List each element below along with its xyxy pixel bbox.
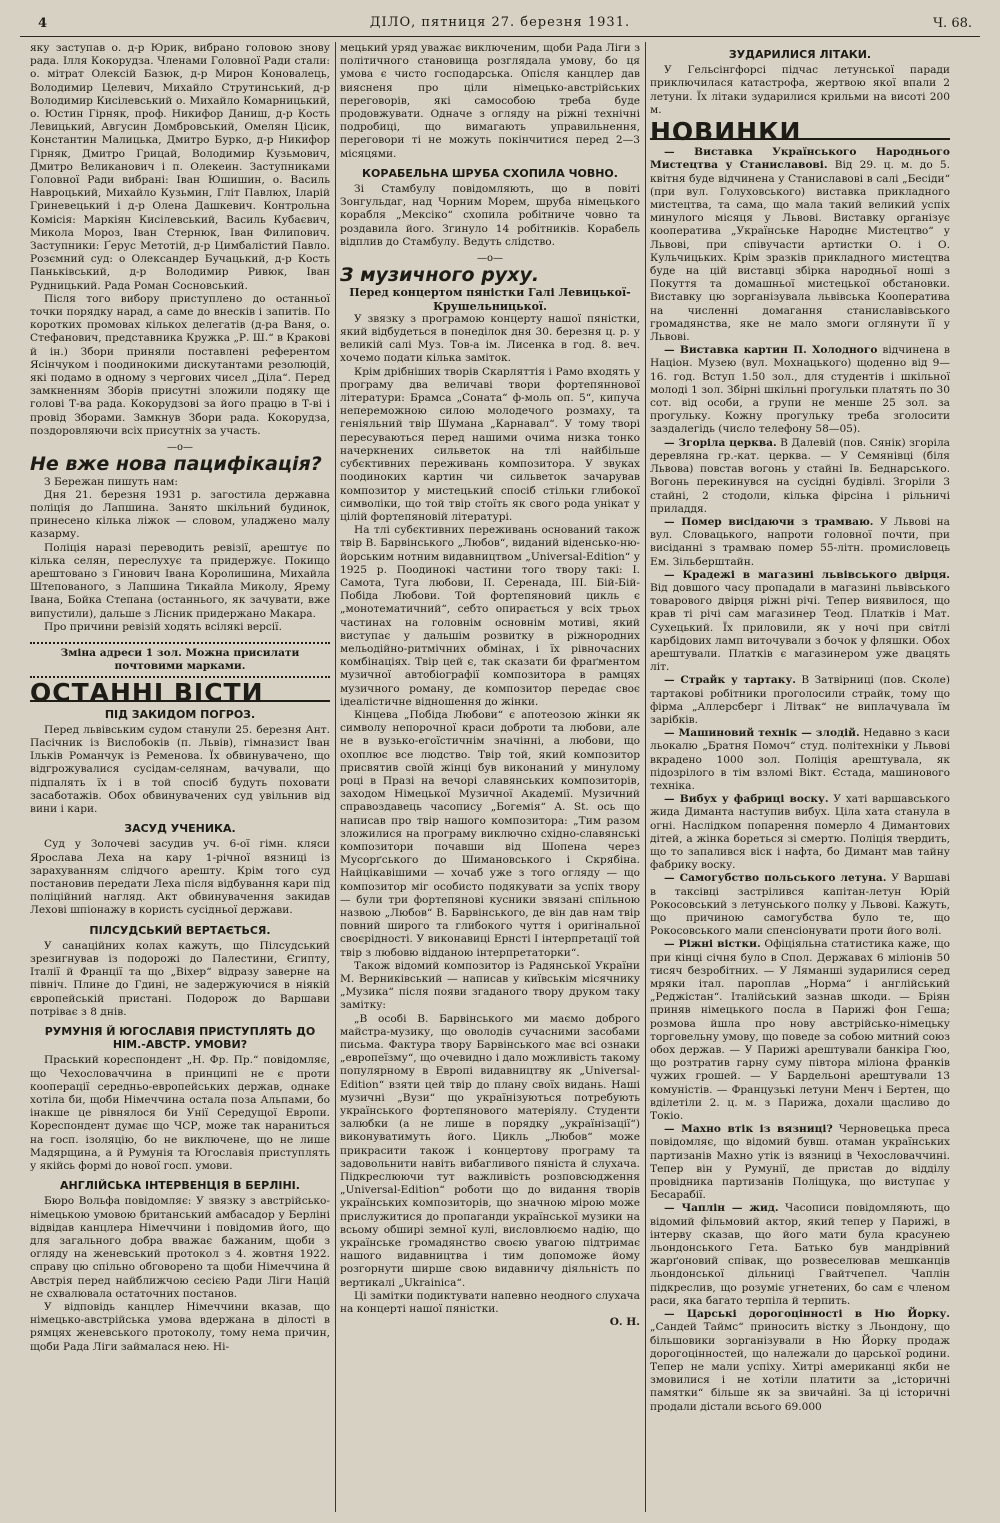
news-item [650, 1308, 950, 1414]
article-text: Поліція наразі переводить ревізії, арештує по кілька селян, переслухує та придержує. Покищо арештовано з Гинович Івана Королишина, Михайла Штепованого, з Лапшина Тикайла Миколу, Ярему Івана, Бойка Степана (останнього, як зачувати, вже випустили), дальше з Лісник придержано Макара. [30, 541, 330, 620]
article-subheadline: Перед концертом пяністки Галі Левицької-Крушельницької. [349, 286, 631, 313]
news-item-title: — Виставка Українського Народнього Мистецтва у Станиславові. [650, 146, 950, 172]
article-text: З Бережан пишуть нам: [44, 475, 178, 488]
article-text: На тлі субєктивних переживань оснований також твір В. Барвінського „Любов“, виданий віденсько-ню-йорським нотним видавництвом „Universal-Edition“ у 1925 р. Поодинокі частини того твору такі: І. Самота, Туга любови, ІІ. Серенада, ІІІ. Бій-Бій-Побіда Любови. Той фортепяновий цикль є „монотематичний“, себто опирається у всіх трьох частинах на головнім основнім мотиві, який виступає у дальшім розвитку в ріжнородних мельодійно-ритмічних обмінах, і їх рівночасних комбінаціях. Твір цей є, так сказати би фраґментом музичної автобіографії композитора в рамцях музичного роману, де композитор передає своє ідеалістичне відношення до жінки. [340, 524, 640, 708]
article-headline: РУМУНІЯ Й ЮГОСЛАВІЯ ПРИСТУПЛЯТЬ ДО НІМ.-АВСТР. УМОВИ? [44, 1025, 316, 1052]
news-item [650, 674, 950, 727]
news-item-text: відчинена в Націон. Музею (вул. Мохнацького) щоденно від 9—16. год. Вступ 1.50 зол., для студентів і шкільної молоді 1 зол. Збірні шкільні прогульки платять по 30 сот. від особи, а групи не менше 25 зол. за прогульку. Кожну прогульку треба зголосити заздалегідь (число телефону 58—05). [650, 344, 950, 436]
news-item-text: В Затвірниці (пов. Сколе) тартакові робітники проголосили страйк, тому що фірма „Аллерсберг і Літвак“ не виплачувала їм зарібків. [650, 674, 950, 726]
article-text: Крім дрібніших творів Скарляттія і Рамо входять у програму два величаві твори фортепяннової літератури: Брамса „Соната“ ф-моль оп. 5“, кипуча непереможною силою молодечого розмаху, та геніяльний твір Шумана „Карнавал“. У тому творі пересуваються перед нашими очима низка тонко начеркнених сильветок на тлі найбільше субєктивних переживань композитора. У звуках поодиноких картин чи сильветок зачарував композитор у мистецький спосіб стільки глибокої символіки, що той твір стоїть як свого рода унікат у цілій фортепяновій літературі. [340, 365, 640, 523]
article-text: Кінцева „Побіда Любови“ є апотеозою жінки як символу непорочної краси доброти та любови, але не в вузько-егоїстичнім значінні, а любови, що охоплює все людство. Твір той, який композитор присвятив своїй жінці був виконаний у минулому році в Празі на вечорі славянських композиторів, заходом Німецької Музичної Академії. Музичний справоздавець часопису „Богемія“ A. St. ось що написав про твір нашого композитора: „Тим разом зложилися на програму виключно східно-славянські композитори почавши від Шопена через Мусорґського до Шимановського і Скрябіна. Найцікавішими — хочаб уже з того огляду — що композитор міг особисто подякувати за успіх твору — були три фортепянові кусники звязані спільною назвою „Любов“ В. Барвінського, де він дав нам твір повний широго та глибокого чуття і оригінальної своєрідності. У виконавиці Ернсті І інтерпретації той твір з любовю відданою інтерпретаторки“. [340, 708, 640, 959]
article-headline: З музичного руху. [340, 264, 540, 287]
article-text: Бюро Вольфа повідомляє: У звязку з австрійсько-німецькою умовою британський амбасадор у Берліні відвідав канцлера Німеччини і повідомив його, що для загального добра вважає бажаним, щоби з огляду на женевський протокол з 4. жовтня 1922. справу цю спільно обговорено та щоби Німеччина й Австрія перед найближчою сесією Ради Ліги Націй не схвалювала остаточних постанов. [30, 1195, 330, 1300]
news-item-title: — Страйк у тартаку. [664, 674, 796, 687]
author-signature: О. Н. [609, 1316, 640, 1329]
page-header [20, 14, 980, 37]
news-item-text: Недавно з каси льокалю „Братня Помоч“ студ. політехніки у Львові вкрадено 1000 зол. Поліція арештувала, як підозрілого в тім взломі Вікт. Єстада, машинового техніка. [650, 727, 950, 792]
article-text: Зі Стамбулу повідомляють, що в повіті Зонгульдаг, над Чорним Морем, шруба німецького корабля „Мексіко“ схопила робітниче човно та роздавила його. Згинуло 14 робітників. Корабель відплив до Стамбулу. Ведуть слідство. [340, 183, 640, 248]
address-change-notice: Зміна адреси 1 зол. Можна присилати почтовими марками. [30, 642, 330, 678]
article-headline: ЗУДАРИЛИСЯ ЛІТАКИ. [728, 48, 872, 61]
news-item-title: — Машиновий технік — злодій. [664, 727, 860, 740]
news-item [650, 344, 950, 436]
news-item [650, 146, 950, 344]
article-headline: КОРАБЕЛЬНА ШРУБА СХОПИЛА ЧОВНО. [362, 166, 618, 180]
news-item-title: — Ріжні вістки. [664, 938, 761, 951]
article-headline: ПІД ЗАКИДОМ ПОГРОЗ. [104, 707, 256, 721]
news-item-title: — Згоріла церква. [664, 436, 777, 449]
news-item [650, 437, 950, 516]
news-item-text: У Варшаві в таксівці застрілився капітан-летун Юрій Рокосовський з летунського полку у Львові. Кажуть, що причиною самогубства було те, що Рокосовського мали спенсіонувати проти його волі. [650, 872, 950, 938]
article-headline: АНГЛІЙСЬКА ІНТЕРВЕНЦІЯ В БЕРЛІНІ. [60, 1179, 300, 1193]
news-item [650, 793, 950, 872]
article-text: Про причини ревізій ходять всілякі версії. [44, 620, 282, 633]
column-1 [30, 42, 330, 1512]
news-item-text: Від довшого часу пропадали в магазині львівського товарового двірця ріжні річі. Тепер виявилося, що крав ті річі сам магазинер Теод. Платків і Мат. Сухецький. Їх приловили, як у ночі при світлі карбідових ламп виточували з бочок у фляшки. Обох арештували. Платків є магазинером уже двацять літ. [650, 581, 950, 674]
news-item [650, 938, 950, 1123]
news-item-text: Офіціяльна статистика каже, що при кінці січня було в Спол. Державах 6 міліонів 50 тисяч безробітних. — У Ляманші зударилися серед мряки італ. пароплав „Норма“ і англійський „Реджістан“. Італійський зазнав шкоди. — Бріян приняв німецького посла в Парижі фон Геша; розмова йшла про нову австрійсько-німецьку торговельну умову, що поведе за собою митний союз обох держав. — У Парижі арештували банкіра Гюо, що розтратив гарну суму півтора міліона франків чужих грошей. — У Бардельоні арештували 13 комуністів. — Французькі летуни Менч і Бертен, що вділетіли 2. ц. м. з Парижа, дохали щасливо до Токіо. [650, 938, 950, 1123]
section-banner: НОВИНКИ [650, 125, 950, 140]
news-item-title: — Вибух у фабриці воску. [664, 793, 829, 806]
news-item-title: — Махно втік із вязниці? [664, 1123, 833, 1136]
news-item-text: Часописи повідомляють, що відомий фільмовий актор, який тепер у Парижі, в інтерву сказав, що його мати була красунею льондонського Гета. Батько був мандрівний жарґоновий співак, що розвеселював мешканців льондонської дільниці Гвайтчепел. Чаплін підкреслив, що розуміє угнетених, бо сам є членом раси, яка багато терпіла й терпить. [650, 1202, 950, 1307]
article-text: Праський кореспондент „Н. Фр. Пр.“ повідомляє, що Чехословаччина в принципі не є проти кооперації середньо-европейських держав, однаке хотіла би, щоби Німеччина остала поза Альпами, бо інакше це рівнялося би Унії Середущої Европи. Кореспондент думає що ЧСР, може так нараниться на госп. ізоляцію, бо не виключене, що не лише Мадярщина, а й Румунія та Югославія приступлять у якійсь формі до нової госп. умови. [30, 1054, 330, 1173]
news-item [650, 569, 950, 675]
news-item-title: — Помер висідаючи з трамваю. [664, 515, 874, 528]
article-headline: Не вже нова пацифікація? [30, 453, 322, 476]
article-text: Після того вибору приступлено до останньої точки порядку нарад, а саме до внесків і запитів. По коротких промовах кількох делегатів (д-ра Ваня, о. Стефанович, представника Кружка „Р. Ш.“ в Кракові й ін.) Збори приняли поставлені референтом Ясінчуком і поодинокими дискутантами резолюцій, які подамо в одному з чергових чисел „Діла“. Перед замкненням Зборів присутні зложили подяку ще голові Т-ва рада. Кокорудзові за його працю в Т-ві і провід Зборами. Замкнув Збори рада. Кокорудза, поздоровляючи всіх присутніх за участь. [30, 292, 330, 437]
article-text: Також відомий композитор із Радянської України М. Верниківський — написав у київськім місячнику „Музика“ після появи згаданого твору друком таку замітку: [340, 959, 640, 1012]
section-banner: ОСТАННІ ВІСТИ [30, 686, 330, 701]
newspaper-title: ДІЛО, пятниця 27. березня 1931. [369, 15, 631, 30]
news-item [650, 1123, 950, 1202]
article-text: У санаційних колах кажуть, що Пілсудський зрезигнував із подорожі до Палестини, Єгипту, Італії й Франції та що „Віхер“ відразу заверне на північ. Плине до Гдині, не задержуючися в ніякій європейській пристані. Подорож до Варшави потріває з 8 днів. [30, 939, 330, 1018]
news-item-title: — Крадежі в магазині львівського двірця. [664, 568, 950, 581]
page-number: 4 [38, 16, 48, 31]
news-item-text: В Далевій (пов. Сянік) згоріла деревляна гр.-кат. церква. — У Семянівці (біля Львова) повстав вогонь у стайні Ів. Беднарського. Вогонь перекинувся на сусідні будівлі. Згоріли 3 стайні, 2 стодоли, кілька фірсіна і рільничі приладдя. [650, 436, 950, 515]
article-text: „В особі В. Барвінського ми маємо доброго майстра-музику, що оволодів сучасними засобами письма. Фактура твору Барвінського має всі ознаки „европеїзму“, що очевидно і дало можливість такому популярному в Европі видавництву як „Universal-Edition“ взяти цей твір до плану своїх видань. Наші музичні „Вузи“ що українізуються потребують українського фортепянового матеріялу. Студенти залюбки (а не лише в порядку „українізації“) виконуватимуть його. Цикль „Любов“ може прикрасити також і концертову програму та задовольнити навіть вибагливого пяніста й слухача. Підкреслюючи тут важливість розповсюдження „Universal-Edition“ роботи що до видання творів українських композиторів, що значною мірою може прислужитися до пропаганди української музики на всьому обширі земної кулі, висловлюємо надію, що українське громадянство своєю увагою підтримає нашого видавництва і тим допоможе йому розгорнути ширше свою видавничу діяльність по вертикалі „Ukrainica“. [340, 1012, 640, 1289]
news-item-title: — Царські дорогоцінності в Ню Йорку. [664, 1308, 950, 1321]
news-item [650, 727, 950, 793]
article-text: Ці замітки подиктувати напевно неодного слухача на концерті нашої пяністки. [340, 1289, 640, 1316]
news-item [650, 1202, 950, 1308]
news-item [650, 872, 950, 938]
article-text: У відповідь канцлер Німеччини вказав, що німецько-австрійська умова вдержана в ділості в рямцях женевського протоколу, тому нема причин, щоби Рада Ліги займалася нею. Ні- [30, 1301, 330, 1353]
article-text: Дня 21. березня 1931 р. загостила державна поліція до Лапшина. Занято шкільний будинок, принесено кілька ліжок — словом, уладжено малу казарму. [30, 488, 330, 541]
column-3 [650, 42, 950, 1512]
news-item-text: Черновецька преса повідомляє, що відомий бувш. отаман українських партизанів Махно утік із вязниці в Чехословаччині. Тепер він у Румунії, де пристав до відділу провідника партизанів Поліщука, що виступає у Бесарабії. [650, 1123, 950, 1202]
news-item-title: — Чаплін — жид. [664, 1202, 779, 1215]
news-item-title: — Виставка картин П. Холодного [664, 344, 878, 357]
article-text: яку заступав о. д-р Юрик, вибрано головою знову рада. Ілля Кокорудза. Членами Головної Ради стали: о. мітрат Олексій Базюк, д-р Мирон Коновалець, Володимир Целевич, Михайло Струтинський, д-р Володимир Кисілевський о. Михайло Комарницький, о. Юстин Гірняк, проф. Никифор Даниш, д-р Кость Левицький, Авгусин Домбровський, Омелян Цісик, Константин Малицька, Дмитро Бурко, д-р Никифор Гірняк, Дмитро Грицай, Володимир Кузьмович, Дмитро Великанович і п. Олекеин. Заступниками Головної Ради вибрані: Іван Юшишин, о. Василь Навроцький, Михайло Кузьмин, Гліт Павлюх, Іларій Гриневецький і д-р Олена Дашкевич. Контрольна Комісія: Маркіян Кисілевський, Василь Кубаєвич, Микола Мороз, Іван Стернюк, Іван Филипович. Заступники: Ґерус Метотій, д-р Цимбалістий Павло. Розємний суд: о Олександер Бучацький, д-р Кость Паньківський, д-р Володимир Ривюк, Іван Рудницький. Рада Роман Сосновський. [30, 42, 330, 292]
column-rule [335, 42, 336, 1512]
article-text: Суд у Золочеві засудив уч. 6-ої гімн. кляси Ярослава Леха на кару 1-річної вязниці із зарахуванням слідчого арешту. Крім того суд постановив передати Леха після відбування кари під поліційний нагляд. Акт обвинувачення закидав Лехові шпіонажу в користь сусідньої держави. [30, 838, 330, 917]
news-item-text: Від 29. ц. м. до 5. квітня буде відчинена у Станиславові в салі „Бесіди“ (при вул. Голуховського) виставка прикладного мистецтва, та сама, що мала такий великий успіх минулого місяця у Львові. Виставку організує кооператива „Українське Народнє Мистецтво“ у Львові, при співучасти артистки О. і О. Кульчицьких. Крім зразків прикладного мистецтва буде на цій виставці збірка народньої ноші з Покуття та домашньої мистецької обстановки. Виставку цю зорганізувала львівська Кооператива на численні домагання станиславівського громадянства, яке не мало змоги оглянути її у Львові. [650, 159, 950, 344]
article-headline: ПІЛСУДСЬКИЙ ВЕРТАЄТЬСЯ. [89, 923, 271, 937]
news-item-title: — Самогубство польського летуна. [664, 872, 887, 885]
news-item [650, 516, 950, 569]
column-2 [340, 42, 640, 1512]
article-headline: ЗАСУД УЧЕНИКА. [124, 822, 236, 836]
article-text: Перед львівським судом станули 25. березня Ант. Пасічник із Вислобоків (п. Львів), гімназист Іван Ільків Романчук із Ременова. Їх обвинувачено, що відгрожувалися сусідам-селянам, вачували, що підпалять їх і в той спосіб будуть поховати засаботажів. Обох обвинувачених суд увільнив від вини і кари. [30, 723, 330, 815]
ornament-divider: —о— [166, 442, 194, 454]
article-text: У Гельсінгфорсі підчас летунської паради приключилася катастрофа, жертвою якої впали 2 летуни. Їх літаки зударилися крильми на висоті 200 м. [650, 64, 950, 116]
article-text: мецький уряд уважає виключеним, щоби Рада Ліги з політичного становища розглядала умову, бо ця умова є чисто господарська. Опісля канцлер дав виясненя про ціли німецько-австрійських переговорів, які самособою треба буде продовжувати. Одначе з огляду на ріжні технічні подробиці, що вимагають управильнення, переговори ті не можуть покінчитися перед 2—3 місяцями. [340, 42, 640, 160]
news-item-text: У Львові на вул. Словацького, напроти головної почти, при висіданні з трамваю помер 55-літн. промисловець Ем. Зільберштайн. [650, 515, 950, 568]
article-text: У звязку з програмою концерту нашої пяністки, який відбудеться в понеділок дня 30. березня ц. р. у великій салі Муз. Тов-а ім. Лисенка в год. 8. веч. хочемо подати кілька заміток. [340, 312, 640, 365]
news-item-text: У хаті варшавського жида Диманта наступив вибух. Ціла хата станула в огні. Наслідком попарення померло 4 Димантових дітей, а жінка бореться зі смертю. Поліція твердить, що то запалився віск і нафта, бо Димант мав тайну фабрику воску. [650, 793, 950, 872]
issue-number: Ч. 68. [933, 16, 972, 31]
news-item-text: „Сандей Таймс“ приносить вістку з Льондону, що більшовики зорганізували в Ню Йорку продаж дорогоцінностей, що належали до царської родини. Тепер не мали успіху. Хитрі американці якби не змовилися і не хотіли платити за „історичні памятки“ більше як за звичайні. За ці історичні продали дістали всього 69.000 [650, 1321, 950, 1413]
column-rule [645, 42, 646, 1512]
ornament-divider: —о— [476, 253, 504, 265]
